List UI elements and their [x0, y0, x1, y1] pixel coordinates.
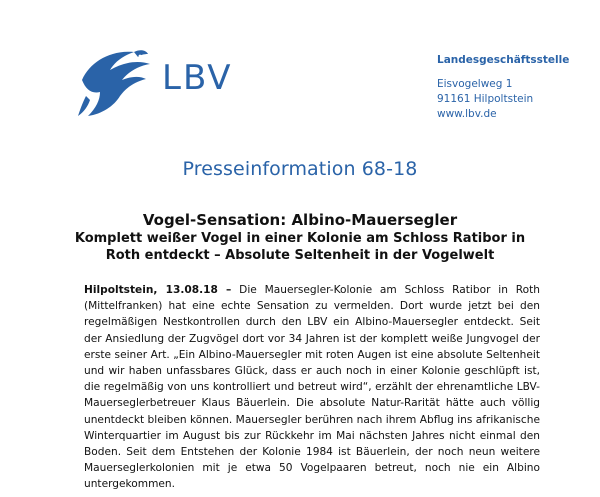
lbv-logo — [76, 36, 256, 122]
press-title: Presseinformation 68-18 — [182, 158, 418, 180]
logo-wordmark: LBV — [162, 58, 233, 98]
contact-block — [437, 53, 569, 122]
contact-street: Eisvogelweg 1 — [437, 78, 513, 90]
body-text: Die Mauersegler-Kolonie am Schloss Ratibor in Roth (Mittelfranken) hat eine echte Sensation zu vermelden. Dort wurde jetzt bei den regelmäßigen Nestkontrollen durch den LBV ein Albino-Mauersegler entdeckt. Seit der Ansiedlung der Zugvögel dort vor 34 Jahren ist der komplett weiße Jungvogel der erste seiner Art. „Ein Albino-Mauersegler mit roten Augen ist eine absolute Seltenheit und wir haben unfassbares Glück, dass er auch noch in einer Kolonie geschlüpft ist, die regelmäßig von uns kontrolliert und betreut wird“, erzählt der ehrenamtliche LBV-Mauerseglerbetreuer Klaus Bäuerlein. Die absolute Natur-Rarität hätte auch völlig unentdeckt bleiben können. Mauersegler berühren nach ihrem Abflug ins afrikanische Winterquartier im August bis zur Rückkehr im Mai nächsten Jahres nicht einmal den Boden. Seit dem Entstehen der Kolonie 1984 ist Bäuerlein, der noch neun weitere Mauerseglerkolonien mit je etwa 50 Vogelpaaren betreut, noch nie ein Albino untergekommen. — [84, 284, 541, 491]
contact-web-link[interactable]: www.lbv.de — [437, 108, 497, 120]
contact-org: Landesgeschäftsstelle — [437, 54, 570, 66]
headline-block — [0, 211, 600, 264]
headline-sub: Komplett weißer Vogel in einer Kolonie am Schloss Ratibor in Roth entdeckt – Absolute Seltenheit in der Vogelwelt — [74, 231, 526, 263]
contact-city: 91161 Hilpoltstein — [437, 93, 534, 105]
body-paragraph — [84, 282, 540, 493]
headline-main: Vogel-Sensation: Albino-Mauersegler — [142, 211, 458, 229]
dateline: Hilpoltstein, 13.08.18 – — [84, 284, 232, 296]
